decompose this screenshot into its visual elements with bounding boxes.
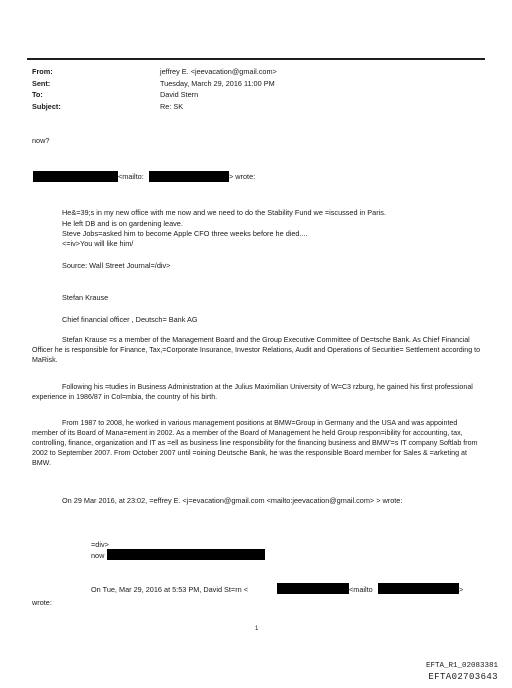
sent-label: Sent:: [32, 79, 51, 88]
redaction-bar: [107, 549, 265, 560]
quote3-wrote: wrote:: [32, 598, 52, 607]
redaction-bar: [378, 583, 459, 594]
body-line-3: Steve Jobs=asked him to become Apple CFO three weeks before he died....: [62, 229, 308, 238]
quoted-div: =div>: [91, 540, 109, 549]
quote1-mailto: <mailto:: [118, 172, 144, 181]
subject-label: Subject:: [32, 102, 61, 111]
bio-paragraph-2: Following his =tudies in Business Administration at the Julius Maximilian University of W=C3 rzburg, he gained his first professional experience in 1986/87 in Col=mbia, the country of his birth.: [32, 383, 473, 401]
redaction-bar: [149, 171, 229, 182]
quote3-end: >: [459, 585, 464, 594]
from-value: jeffrey E. <jeevacation@gmail.com>: [160, 67, 277, 76]
footer-ref-2: EFTA02703643: [428, 672, 498, 682]
to-value: David Stern: [160, 90, 199, 99]
header-rule: [27, 58, 485, 60]
body-line-4: <=iv>You will like him/: [62, 239, 134, 248]
quote1-wrote: > wrote:: [229, 172, 256, 181]
person-title: Chief financial officer , Deutsch= Bank AG: [62, 315, 198, 324]
page-number: 1: [255, 626, 259, 632]
bio-paragraph-3: From 1987 to 2008, he worked in various management positions at BMW=Group in Germany and the USA and was appointed member of its Board of Mana=ement in 2002. As a member of the Board of Management he held Group respon=ibility for accounting, tax, controlling, finance, organization and IT as =ell as business line responsibility for the financing business and BMW'=s IT company Softlab from 2002 to September 2007. From October 2007 until =oining Deutsche Bank, he was the responsible Board member for Sales & =arketing at BMW.: [32, 419, 478, 467]
quote3-mailto: <mailto: [349, 585, 373, 594]
to-label: To:: [32, 90, 43, 99]
quote2-line: On 29 Mar 2016, at 23:02, =effrey E. <j=evacation@gmail.com <mailto:jeevacation@gmail.com> > wrote:: [62, 496, 403, 505]
redaction-bar: [33, 171, 118, 182]
redaction-bar: [277, 583, 349, 594]
body-line-2: He left DB and is on gardening leave.: [62, 219, 183, 228]
subject-value: Re: SK: [160, 102, 184, 111]
person-name: Stefan Krause: [62, 293, 109, 302]
source-line: Source: Wall Street Journal=/div>: [62, 261, 171, 270]
quoted-now: now: [91, 551, 105, 560]
body-line-1: He&=39;s in my new office with me now and we need to do the Stability Fund we =iscussed in Paris.: [62, 208, 386, 217]
quote3-start: On Tue, Mar 29, 2016 at 5:53 PM, David St=rn <: [91, 585, 248, 594]
from-label: From:: [32, 67, 53, 76]
reply-now: now?: [32, 136, 50, 145]
bio-paragraph-1: Stefan Krause =s a member of the Management Board and the Group Executive Committee of De=tsche Bank. As Chief Financial Officer he is responsible for Finance, Tax,=Corporate Insurance, Investor Relations, Audit and Operations of Securitie= Settlement according to MaRisk.: [32, 336, 481, 364]
sent-value: Tuesday, March 29, 2016 11:00 PM: [160, 79, 275, 88]
footer-ref-1: EFTA_R1_02083381: [425, 662, 498, 670]
